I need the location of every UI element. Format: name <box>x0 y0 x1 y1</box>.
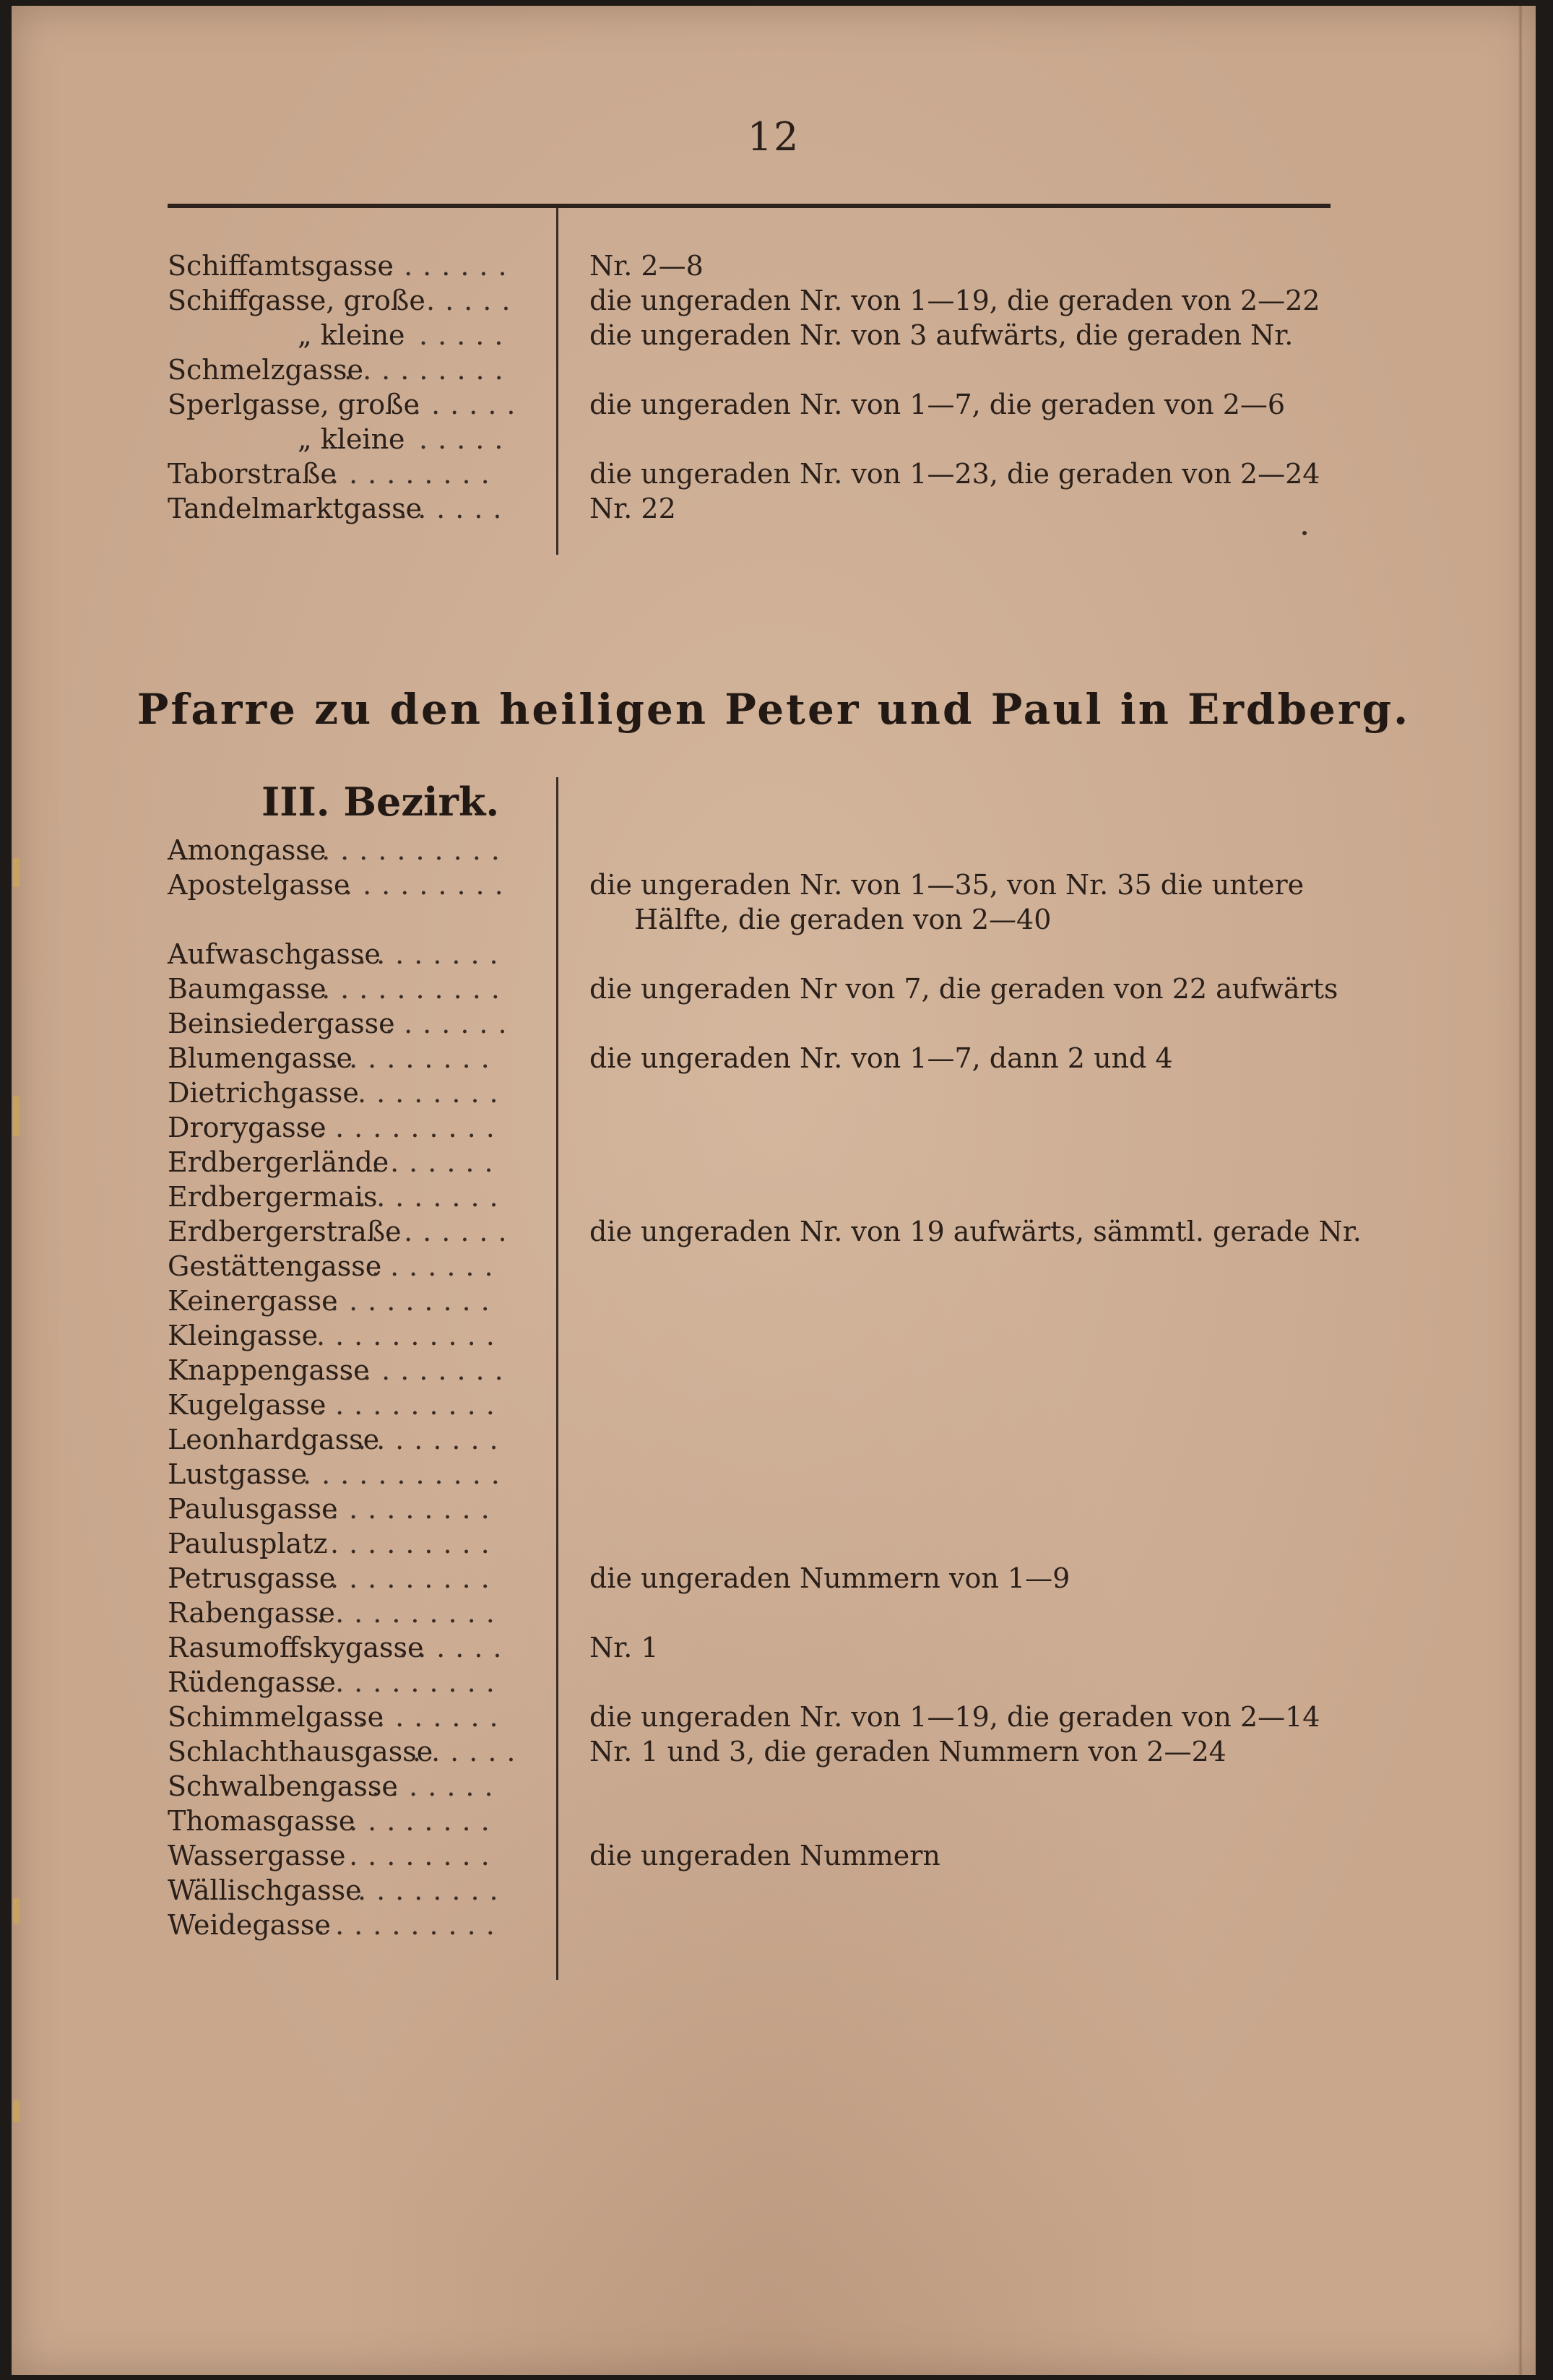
leader-dots: .......... <box>316 1666 505 1698</box>
leader-dots: ....... <box>385 1008 517 1039</box>
district-heading: III. Bezirk. <box>261 779 500 825</box>
spine-mark <box>13 858 20 887</box>
page-edge <box>1518 6 1523 2375</box>
leader-dots: ....... <box>371 1770 503 1802</box>
street-name: Erdbergerlände <box>168 1146 389 1178</box>
spine-mark <box>13 1898 20 1924</box>
house-numbers: die ungeraden Nr. von 1—35, von Nr. 35 die untere <box>589 869 1305 901</box>
leader-dots: ...... <box>399 1632 512 1663</box>
leader-dots: ......... <box>330 1805 500 1837</box>
leader-dots: ..... <box>426 285 521 316</box>
street-name: Schiffamtsgasse <box>168 250 394 282</box>
street-name: Knappengasse <box>168 1354 370 1386</box>
house-numbers: die ungeraden Nr. von 1—7, die geraden von 2—6 <box>589 389 1286 420</box>
leader-dots: ........ <box>358 1077 509 1109</box>
street-name: Rabengasse <box>168 1597 335 1629</box>
street-name: Kugelgasse <box>168 1389 326 1421</box>
leader-dots: ....... <box>371 1250 503 1282</box>
street-name: Schiffgasse, große <box>168 285 425 316</box>
column-divider <box>556 208 558 555</box>
house-numbers: die ungeraden Nr. von 1—23, die geraden von 2—24 <box>589 458 1320 490</box>
spine-mark <box>13 1096 20 1136</box>
leader-dots: ..... <box>419 319 514 351</box>
street-name: Rüdengasse <box>168 1666 336 1698</box>
leader-dots: ......... <box>330 1493 500 1525</box>
leader-dots: ..... <box>419 423 514 455</box>
leader-dots: ........ <box>358 1701 509 1733</box>
street-name: Schmelzgasse <box>168 354 363 386</box>
leader-dots: ........ <box>358 1874 509 1906</box>
leader-dots: .......... <box>316 1320 505 1351</box>
street-name: Paulusplatz <box>168 1528 328 1559</box>
leader-dots: ........ <box>358 1424 509 1455</box>
street-name: Sperlgasse, große <box>168 389 420 420</box>
leader-dots: ......... <box>330 1562 500 1594</box>
leader-dots: ......... <box>344 869 514 901</box>
leader-dots: ....... <box>385 250 517 282</box>
street-name: Beinsiedergasse <box>168 1008 395 1039</box>
leader-dots: ....... <box>371 1146 503 1178</box>
house-numbers: die ungeraden Nr. von 1—19, die geraden von 2—14 <box>589 1701 1320 1733</box>
leader-dots: ......... <box>330 1840 500 1871</box>
street-name: Tandelmarktgasse <box>168 493 423 524</box>
leader-dots: .......... <box>316 1389 505 1421</box>
street-name: „ kleine <box>298 423 405 455</box>
street-name: Schlachthausgasse <box>168 1736 433 1767</box>
house-numbers: die ungeraden Nr. von 3 aufwärts, die geraden Nr. <box>589 319 1294 351</box>
house-numbers: Nr. 1 <box>589 1632 659 1663</box>
leader-dots: ......... <box>330 1528 500 1559</box>
leader-dots: .......... <box>316 1597 505 1629</box>
house-numbers: Nr. 22 <box>589 493 676 524</box>
street-name: Blumengasse <box>168 1042 353 1074</box>
street-name: Petrusgasse <box>168 1562 336 1594</box>
street-name: Aufwaschgasse <box>168 938 381 970</box>
leader-dots: ......... <box>330 458 500 490</box>
street-name: Rasumoffskygasse <box>168 1632 424 1663</box>
street-name: Taborstraße <box>168 458 337 490</box>
street-name: Erdbergerstraße <box>168 1216 402 1247</box>
house-numbers: Nr. 1 und 3, die geraden Nummern von 2—24 <box>589 1736 1227 1767</box>
leader-dots: ........... <box>303 834 510 866</box>
leader-dots: ....... <box>385 1216 517 1247</box>
street-name: Thomasgasse <box>168 1805 355 1837</box>
leader-dots: ......... <box>344 1354 514 1386</box>
house-numbers-continued: Hälfte, die geraden von 2—40 <box>634 904 1052 935</box>
street-name: Wassergasse <box>168 1840 346 1871</box>
street-name: Weidegasse <box>168 1909 331 1941</box>
street-name: Drorygasse <box>168 1112 326 1143</box>
street-name: Keinergasse <box>168 1285 338 1317</box>
street-name: Wällischgasse <box>168 1874 362 1906</box>
house-numbers: die ungeraden Nr. von 1—7, dann 2 und 4 <box>589 1042 1173 1074</box>
leader-dots: .......... <box>316 1909 505 1941</box>
page-number: 12 <box>747 114 800 160</box>
leader-dots: ........... <box>303 1458 510 1490</box>
parish-heading: Pfarre zu den heiligen Peter und Paul in Erdberg. <box>137 685 1411 734</box>
street-name: Schimmelgasse <box>168 1701 384 1733</box>
spine-mark <box>13 2100 20 2122</box>
leader-dots: ...... <box>412 1736 526 1767</box>
leader-dots: ...... <box>399 493 512 524</box>
ink-speck <box>1302 531 1307 535</box>
leader-dots: ........... <box>303 973 510 1005</box>
leader-dots: ......... <box>330 1285 500 1317</box>
leader-dots: ........ <box>358 1181 509 1213</box>
house-numbers: die ungeraden Nr. von 19 aufwärts, sämmtl. gerade Nr. <box>589 1216 1362 1247</box>
street-name: Leonhardgasse <box>168 1424 380 1455</box>
house-numbers: die ungeraden Nummern <box>589 1840 940 1871</box>
street-name: Baumgasse <box>168 973 326 1005</box>
street-name: Paulusgasse <box>168 1493 338 1525</box>
house-numbers: die ungeraden Nr von 7, die geraden von 22 aufwärts <box>589 973 1338 1005</box>
street-name: Dietrichgasse <box>168 1077 359 1109</box>
leader-dots: ........ <box>358 938 509 970</box>
book-page <box>12 6 1536 2375</box>
house-numbers: die ungeraden Nr. von 1—19, die geraden von 2—22 <box>589 285 1320 316</box>
house-numbers: Nr. 2—8 <box>589 250 704 282</box>
header-rule <box>168 204 1331 208</box>
street-name: Amongasse <box>168 834 326 866</box>
leader-dots: ...... <box>412 389 526 420</box>
leader-dots: .......... <box>316 1112 505 1143</box>
leader-dots: ......... <box>330 1042 500 1074</box>
street-name: Schwalbengasse <box>168 1770 398 1802</box>
house-numbers: die ungeraden Nummern von 1—9 <box>589 1562 1070 1594</box>
street-name: Apostelgasse <box>168 869 350 901</box>
street-name: „ kleine <box>298 319 405 351</box>
street-name: Gestättengasse <box>168 1250 382 1282</box>
column-divider <box>556 777 558 1980</box>
street-name: Erdbergermais <box>168 1181 378 1213</box>
street-name: Kleingasse <box>168 1320 319 1351</box>
street-name: Lustgasse <box>168 1458 307 1490</box>
leader-dots: ......... <box>344 354 514 386</box>
